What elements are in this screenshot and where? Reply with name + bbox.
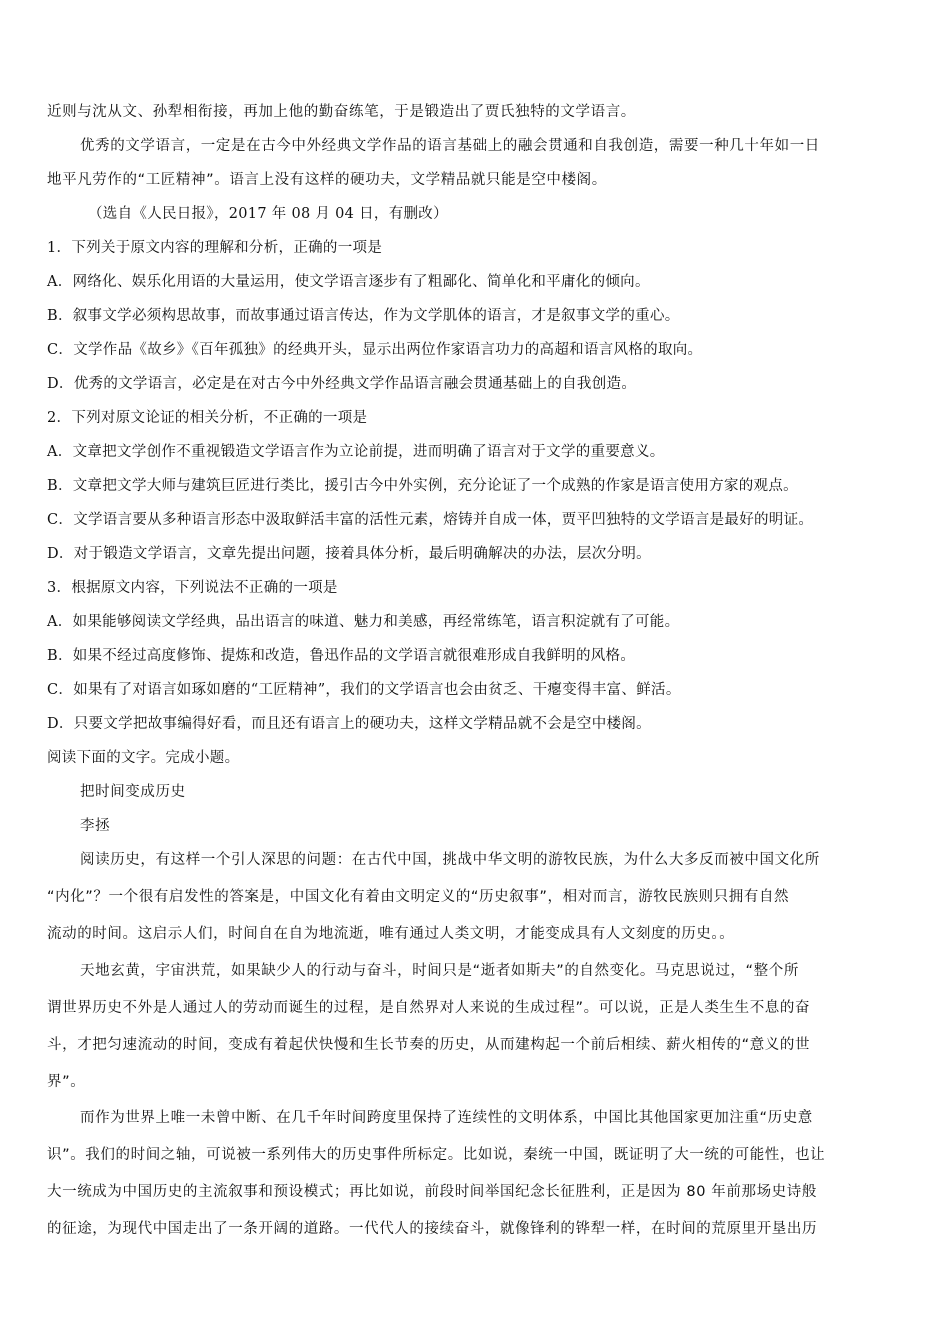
question-stem: 1．下列关于原文内容的理解和分析，正确的一项是 <box>47 240 383 256</box>
option-a: A．如果能够阅读文学经典，品出语言的味道、魅力和美感，再经常练笔，语言积淀就有了可能。 <box>47 614 680 630</box>
reading-instruction: 阅读下面的文字。完成小题。 <box>47 750 240 766</box>
option-c: C．文学作品《故乡》《百年孤独》的经典开头，显示出两位作家语言功力的高超和语言风格的取向。 <box>47 342 703 358</box>
text-line: 谓世界历史不外是人通过人的劳动而诞生的过程，是自然界对人来说的生成过程”。可以说，正是人类生生不息的奋 <box>47 1000 811 1016</box>
source-citation: （选自《人民日报》，2017 年 08 月 04 日，有删改） <box>88 206 448 222</box>
question-stem: 3．根据原文内容，下列说法不正确的一项是 <box>47 580 338 596</box>
article-author: 李拯 <box>80 818 111 834</box>
text-line: 界”。 <box>47 1074 86 1090</box>
text-line: 大一统成为中国历史的主流叙事和预设模式；再比如说，前段时间举国纪念长征胜利，正是因为 80 年前那场史诗般 <box>47 1184 817 1200</box>
option-c: C．如果有了对语言如琢如磨的“工匠精神”，我们的文学语言也会由贫乏、干瘪变得丰富、鲜活。 <box>47 682 681 698</box>
option-a: A．网络化、娱乐化用语的大量运用，使文学语言逐步有了粗鄙化、简单化和平庸化的倾向。 <box>47 274 650 290</box>
option-b: B．文章把文学大师与建筑巨匠进行类比，援引古今中外实例，充分论证了一个成熟的作家是语言使用方家的观点。 <box>47 478 798 494</box>
article-title: 把时间变成历史 <box>80 784 186 800</box>
text-line: 斗，才把匀速流动的时间，变成有着起伏快慢和生长节奏的历史，从而建构起一个前后相续、薪火相传的“意义的世 <box>47 1037 811 1053</box>
option-a: A．文章把文学创作不重视锻造文学语言作为立论前提，进而明确了语言对于文学的重要意义。 <box>47 444 665 460</box>
option-d: D．对于锻造文学语言，文章先提出问题，接着具体分析，最后明确解决的办法，层次分明。 <box>47 546 651 562</box>
text-line: 地平凡劳作的“工匠精神”。语言上没有这样的硬功夫，文学精品就只能是空中楼阁。 <box>47 172 607 188</box>
option-b: B．如果不经过高度修饰、提炼和改造，鲁迅作品的文学语言就很难形成自我鲜明的风格。 <box>47 648 636 664</box>
text-line: 的征途，为现代中国走出了一条开阔的道路。一代代人的接续奋斗，就像锋利的铧犁一样，在时间的荒原里开垦出历 <box>47 1221 818 1237</box>
text-line: 而作为世界上唯一未曾中断、在几千年时间跨度里保持了连续性的文明体系，中国比其他国家更加注重“历史意 <box>80 1110 813 1126</box>
option-d: D．只要文学把故事编得好看，而且还有语言上的硬功夫，这样文学精品就不会是空中楼阁。 <box>47 716 651 732</box>
text-line: 天地玄黄，宇宙洪荒，如果缺少人的行动与奋斗，时间只是“逝者如斯夫”的自然变化。马克思说过，“整个所 <box>80 963 799 979</box>
option-c: C．文学语言要从多种语言形态中汲取鲜活丰富的活性元素，熔铸并自成一体，贾平凹独特的文学语言是最好的明证。 <box>47 512 814 528</box>
option-b: B．叙事文学必须构思故事，而故事通过语言传达，作为文学肌体的语言，才是叙事文学的重心。 <box>47 308 680 324</box>
text-line: 识”。我们的时间之轴，可说被一系列伟大的历史事件所标定。比如说，秦统一中国，既证明了大一统的可能性，也让 <box>47 1147 826 1163</box>
text-line: 近则与沈从文、孙犁相衔接，再加上他的勤奋练笔，于是锻造出了贾氏独特的文学语言。 <box>47 104 636 120</box>
text-line: 阅读历史，有这样一个引人深思的问题：在古代中国，挑战中华文明的游牧民族，为什么大多反而被中国文化所 <box>80 852 820 868</box>
text-line: “内化”？一个很有启发性的答案是，中国文化有着由文明定义的“历史叙事”，相对而言，游牧民族则只拥有自然 <box>47 889 790 905</box>
text-line: 优秀的文学语言，一定是在古今中外经典文学作品的语言基础上的融会贯通和自我创造，需要一种几十年如一日 <box>80 138 820 154</box>
question-stem: 2．下列对原文论证的相关分析，不正确的一项是 <box>47 410 368 426</box>
text-line: 流动的时间。这启示人们，时间自在自为地流逝，唯有通过人类文明，才能变成具有人文刻度的历史。。 <box>47 926 735 942</box>
option-d: D．优秀的文学语言，必定是在对古今中外经典文学作品语言融会贯通基础上的自我创造。 <box>47 376 637 392</box>
